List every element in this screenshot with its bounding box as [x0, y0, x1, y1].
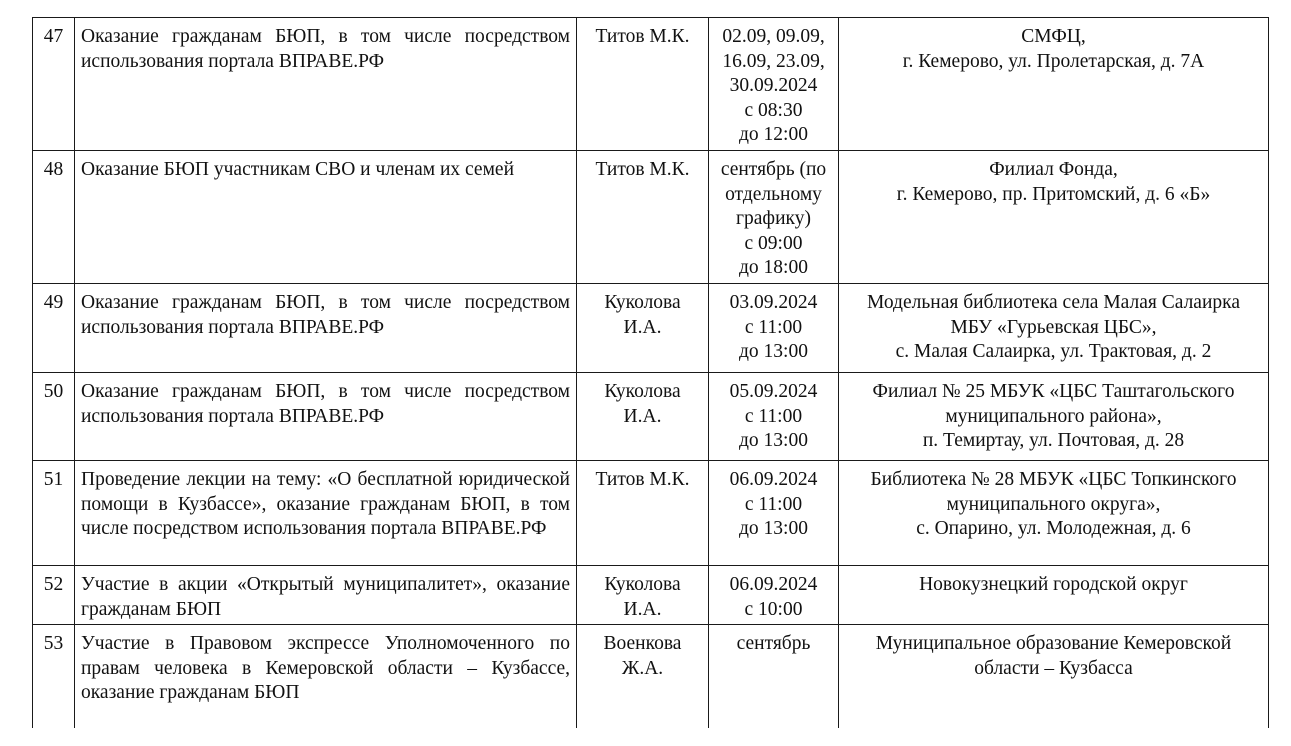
responsible-person: [577, 565, 709, 624]
date-line: с 11:00: [744, 493, 803, 515]
document-page: [32, 17, 1268, 737]
date-line: графику): [736, 208, 811, 230]
event-title: Оказание гражданам БЮП, в том числе посредством использования портала ВПРАВЕ.РФ: [75, 283, 577, 372]
responsible-person: [577, 18, 709, 151]
table-row: [33, 625, 1269, 737]
responsible-person: [577, 150, 709, 283]
event-title: Оказание гражданам БЮП, в том числе посредством использования портала ВПРАВЕ.РФ: [75, 18, 577, 151]
event-date: [709, 625, 839, 737]
date-line: с 10:00: [744, 598, 803, 620]
event-place: [839, 372, 1269, 460]
place-line: муниципального округа»,: [946, 493, 1161, 515]
place-line: области – Кузбасса: [974, 657, 1133, 679]
table-row: [33, 150, 1269, 283]
page-margin: [0, 728, 1291, 746]
event-title: Участие в Правовом экспрессе Уполномоченного по правам человека в Кемеровской области – Кузбассе, оказание гражданам БЮП: [75, 625, 577, 737]
date-line: 30.09.2024: [729, 75, 818, 97]
person-line: Титов М.К.: [595, 158, 690, 180]
place-line: Филиал № 25 МБУК «ЦБС Таштагольского: [872, 380, 1235, 402]
row-number: 53: [33, 625, 75, 737]
table-row: [33, 565, 1269, 624]
event-title: Проведение лекции на тему: «О бесплатной юридической помощи в Кузбассе», оказание гражданам БЮП, в том числе посредством использования портала ВПРАВЕ.РФ: [75, 460, 577, 565]
date-line: отдельному: [725, 183, 822, 205]
person-line: И.А.: [623, 316, 662, 338]
date-line: 03.09.2024: [729, 291, 818, 313]
place-line: МБУ «Гурьевская ЦБС»,: [950, 316, 1157, 338]
place-line: Библиотека № 28 МБУК «ЦБС Топкинского: [870, 468, 1237, 490]
date-line: 02.09, 09.09,: [722, 26, 825, 47]
place-line: Муниципальное образование Кемеровской: [875, 633, 1232, 655]
date-line: до 13:00: [739, 518, 808, 540]
date-line: сентябрь (по: [720, 158, 827, 180]
place-line: с. Малая Салаирка, ул. Трактовая, д. 2: [895, 341, 1212, 363]
date-line: с 11:00: [744, 405, 803, 427]
event-date: [709, 283, 839, 372]
row-number: 48: [33, 150, 75, 283]
event-title: Оказание гражданам БЮП, в том числе посредством использования портала ВПРАВЕ.РФ: [75, 372, 577, 460]
person-line: Титов М.К.: [595, 26, 690, 47]
responsible-person: [577, 372, 709, 460]
person-line: Куколова: [604, 291, 681, 313]
event-place: [839, 150, 1269, 283]
date-line: с 08:30: [744, 99, 803, 121]
event-place: [839, 283, 1269, 372]
date-line: 06.09.2024: [729, 573, 818, 595]
row-number: 50: [33, 372, 75, 460]
place-line: муниципального района»,: [945, 405, 1162, 427]
event-date: [709, 372, 839, 460]
date-line: с 11:00: [744, 316, 803, 338]
date-line: с 09:00: [744, 232, 803, 254]
responsible-person: [577, 283, 709, 372]
place-line: Модельная библиотека села Малая Салаирка: [867, 291, 1240, 313]
responsible-person: [577, 460, 709, 565]
date-line: до 13:00: [739, 430, 808, 452]
person-line: Куколова: [604, 380, 681, 402]
place-line: г. Кемерово, ул. Пролетарская, д. 7А: [902, 50, 1205, 72]
date-line: 05.09.2024: [729, 380, 818, 402]
date-line: сентябрь: [736, 633, 811, 655]
row-number: 49: [33, 283, 75, 372]
table-row: [33, 372, 1269, 460]
table-row: [33, 283, 1269, 372]
table-row: [33, 460, 1269, 565]
place-line: п. Темиртау, ул. Почтовая, д. 28: [922, 430, 1185, 452]
responsible-person: [577, 625, 709, 737]
event-place: [839, 460, 1269, 565]
event-date: [709, 565, 839, 624]
date-line: 06.09.2024: [729, 468, 818, 490]
person-line: Ж.А.: [621, 657, 664, 679]
person-line: Титов М.К.: [595, 468, 690, 490]
date-line: до 13:00: [739, 341, 808, 363]
event-title: Участие в акции «Открытый муниципалитет», оказание гражданам БЮП: [75, 565, 577, 624]
date-line: 16.09, 23.09,: [722, 50, 825, 72]
place-line: Филиал Фонда,: [989, 158, 1118, 180]
row-number: 51: [33, 460, 75, 565]
event-title: Оказание БЮП участникам СВО и членам их семей: [75, 150, 577, 283]
event-date: [709, 18, 839, 151]
event-place: [839, 625, 1269, 737]
place-line: г. Кемерово, пр. Притомский, д. 6 «Б»: [896, 183, 1211, 205]
place-line: СМФЦ,: [1021, 26, 1086, 47]
event-date: [709, 460, 839, 565]
place-line: с. Опарино, ул. Молодежная, д. 6: [916, 518, 1191, 540]
place-line: Новокузнецкий городской округ: [919, 573, 1188, 595]
row-number: 47: [33, 18, 75, 151]
date-line: до 12:00: [739, 124, 808, 146]
event-place: [839, 18, 1269, 151]
person-line: Куколова: [604, 573, 681, 595]
date-line: до 18:00: [739, 257, 808, 279]
event-place: [839, 565, 1269, 624]
row-number: 52: [33, 565, 75, 624]
events-table-body: [33, 18, 1269, 737]
table-row: [33, 18, 1269, 151]
events-table: [32, 17, 1269, 737]
person-line: Военкова: [603, 633, 682, 655]
event-date: [709, 150, 839, 283]
person-line: И.А.: [623, 405, 662, 427]
person-line: И.А.: [623, 598, 662, 620]
